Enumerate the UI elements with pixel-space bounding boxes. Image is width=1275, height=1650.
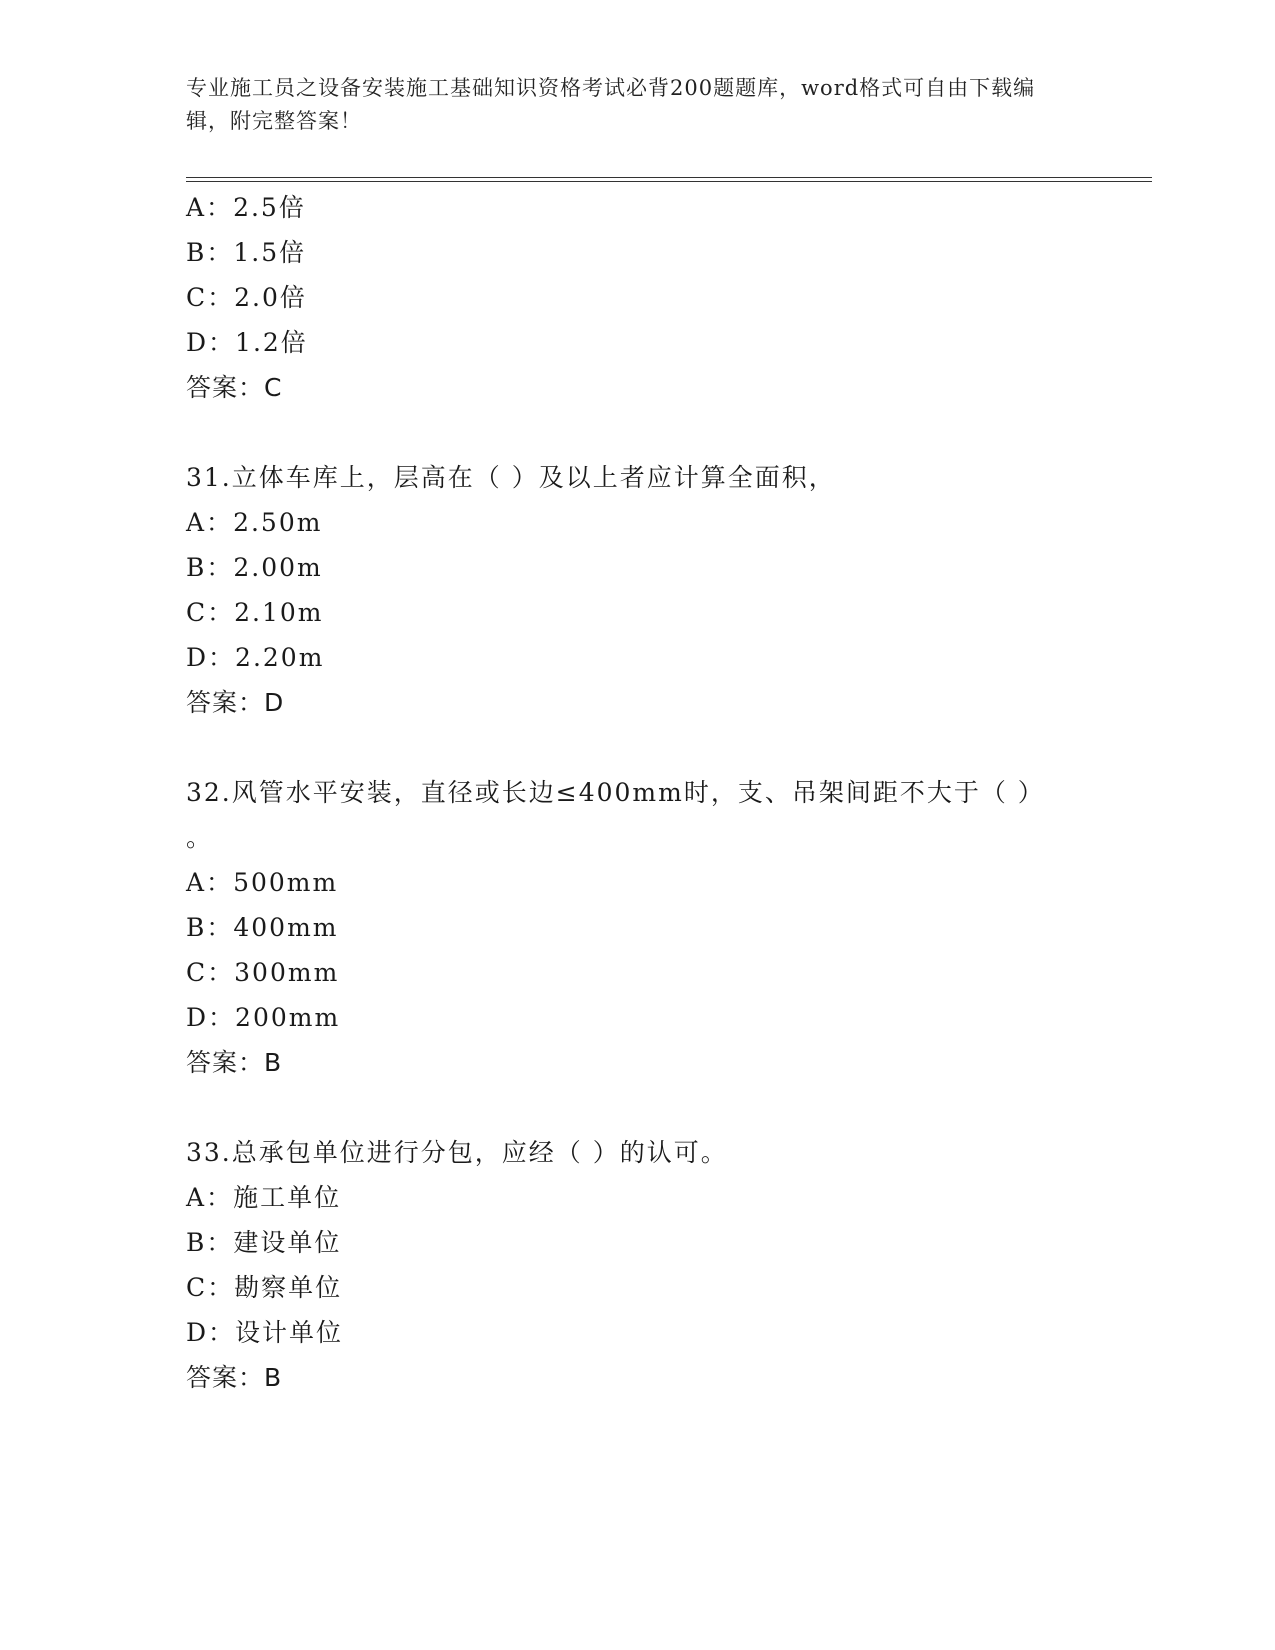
header-rule-top xyxy=(186,177,1152,178)
option-label: D： xyxy=(186,1003,236,1032)
option-label: C： xyxy=(186,598,235,627)
option-label: C： xyxy=(186,1273,235,1302)
q31-option-b xyxy=(186,553,323,583)
option-label: B： xyxy=(186,238,234,267)
q31-option-a xyxy=(186,508,322,538)
document-header: 专业施工员之设备安装施工基础知识资格考试必背200题题库，word格式可自由下载编辑，附完整答案！ xyxy=(186,76,1036,133)
q31-option-d xyxy=(186,643,324,673)
q33-option-c xyxy=(186,1273,342,1303)
option-text: 2.10m xyxy=(234,598,324,627)
option-text: 2.20m xyxy=(235,643,325,672)
option-label: B： xyxy=(186,1228,234,1257)
option-label: C： xyxy=(186,283,235,312)
option-label: A： xyxy=(186,1183,234,1212)
q33-option-b xyxy=(186,1228,341,1258)
q31-stem: 31.立体车库上，层高在（ ）及以上者应计算全面积， xyxy=(186,463,836,492)
option-text: 2.5倍 xyxy=(233,193,306,222)
option-text: 2.00m xyxy=(233,553,323,582)
option-text: 勘察单位 xyxy=(234,1273,343,1302)
option-label: B： xyxy=(186,913,234,942)
option-text: 2.0倍 xyxy=(234,283,307,312)
option-text: 施工单位 xyxy=(233,1183,342,1212)
option-text: 设计单位 xyxy=(235,1318,344,1347)
prev-option-a xyxy=(186,193,306,223)
prev-option-c xyxy=(186,283,307,313)
q33-option-a xyxy=(186,1183,341,1213)
header-rule-bottom xyxy=(186,181,1152,182)
q33-option-d xyxy=(186,1318,343,1348)
option-label: A： xyxy=(186,508,234,537)
option-label: D： xyxy=(186,328,236,357)
q33-stem: 33.总承包单位进行分包，应经（ ）的认可。 xyxy=(186,1138,728,1167)
option-label: D： xyxy=(186,1318,236,1347)
q32-option-c xyxy=(186,958,339,988)
q31-option-c xyxy=(186,598,324,628)
option-label: D： xyxy=(186,643,236,672)
prev-option-d xyxy=(186,328,308,358)
q32-stem: 32.风管水平安装，直径或长边≤400mm时，支、吊架间距不大于（ ） xyxy=(186,778,1045,807)
option-label: C： xyxy=(186,958,235,987)
option-label: B： xyxy=(186,553,234,582)
option-text: 300mm xyxy=(234,958,340,987)
q32-stem-continuation: 。 xyxy=(186,823,214,852)
q32-option-a xyxy=(186,868,338,898)
option-label: A： xyxy=(186,193,234,222)
option-label: A： xyxy=(186,868,234,897)
option-text: 200mm xyxy=(235,1003,341,1032)
option-text: 500mm xyxy=(233,868,339,897)
q31-answer: 答案：D xyxy=(186,688,285,717)
q32-option-b xyxy=(186,913,339,943)
option-text: 400mm xyxy=(233,913,339,942)
option-text: 2.50m xyxy=(233,508,323,537)
option-text: 1.2倍 xyxy=(235,328,308,357)
q32-answer: 答案：B xyxy=(186,1048,283,1077)
option-text: 建设单位 xyxy=(233,1228,342,1257)
prev-answer: 答案：C xyxy=(186,373,283,402)
option-text: 1.5倍 xyxy=(233,238,307,267)
q33-answer: 答案：B xyxy=(186,1363,283,1392)
q32-option-d xyxy=(186,1003,340,1033)
prev-option-b xyxy=(186,238,306,268)
